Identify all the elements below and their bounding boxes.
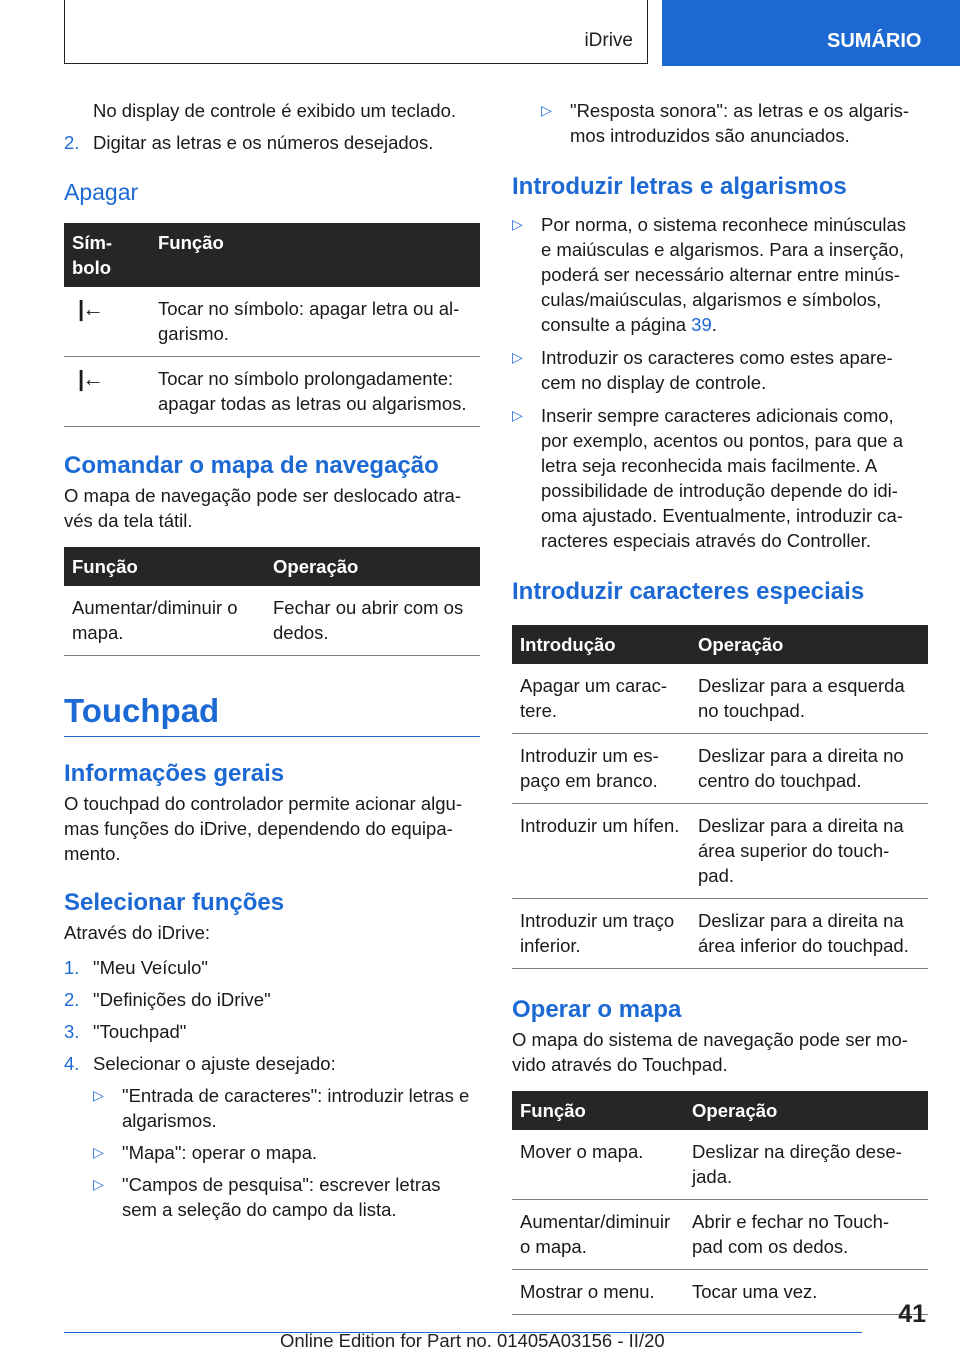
header-box bbox=[64, 0, 648, 64]
col-header-operation: Operação bbox=[265, 547, 480, 586]
triangle-bullet-icon: ▷ bbox=[512, 407, 523, 423]
list-item bbox=[512, 403, 928, 553]
list-item bbox=[93, 1172, 480, 1222]
triangle-bullet-icon: ▷ bbox=[541, 102, 552, 118]
selecionar-heading: Selecionar funções bbox=[64, 889, 285, 916]
triangle-bullet-icon: ▷ bbox=[512, 216, 523, 232]
page-link[interactable]: 39 bbox=[691, 314, 712, 335]
sub-bullets bbox=[64, 1083, 480, 1222]
mapa-heading: Comandar o mapa de navegação bbox=[64, 452, 439, 479]
list-item bbox=[64, 987, 480, 1012]
table-row bbox=[64, 287, 480, 357]
table-cell: Deslizar para a direita no centro do touchpad. bbox=[690, 734, 928, 804]
step-text: Digitar as letras e os números desejados. bbox=[93, 132, 434, 153]
table-cell: Tocar no símbolo: apagar letra ou al- garismo. bbox=[150, 287, 480, 357]
table-cell: Deslizar para a esquerda no touchpad. bbox=[690, 664, 928, 734]
col-header-function: Função bbox=[64, 547, 265, 586]
footer-edition: Online Edition for Part no. 01405A03156 - II/20 bbox=[280, 1330, 665, 1351]
mapa-text: O mapa de navegação pode ser deslocado atra- vés da tela tátil. bbox=[64, 485, 461, 531]
table-row bbox=[512, 1270, 928, 1315]
bullet-text-end: . bbox=[711, 314, 717, 335]
table-cell: Mostrar o menu. bbox=[512, 1270, 684, 1315]
table-cell: Mover o mapa. bbox=[512, 1130, 684, 1200]
triangle-bullet-icon: ▷ bbox=[93, 1087, 104, 1103]
bullet-text: "Campos de pesquisa": escrever letras sem a seleção do campo da lista. bbox=[122, 1174, 441, 1220]
table-cell: Aumentar/diminuir o mapa. bbox=[512, 1200, 684, 1270]
list-item bbox=[93, 1083, 480, 1133]
col-header-symbol: Sím- bolo bbox=[64, 223, 150, 287]
header-section-label: iDrive bbox=[584, 30, 633, 51]
letras-heading: Introduzir letras e algarismos bbox=[512, 173, 847, 200]
steps-list bbox=[64, 955, 480, 1222]
list-item bbox=[64, 1019, 480, 1044]
letras-bullets bbox=[512, 212, 928, 553]
table-row bbox=[512, 899, 928, 969]
list-item bbox=[512, 212, 928, 337]
col-header-input: Introdução bbox=[512, 625, 690, 664]
step-number: 2. bbox=[64, 989, 80, 1010]
bullet-text: "Entrada de caracteres": introduzir letras e algarismos. bbox=[122, 1085, 470, 1131]
table-row bbox=[512, 664, 928, 734]
table-cell: Introduzir um es- paço em branco. bbox=[512, 734, 690, 804]
step-2 bbox=[64, 130, 480, 155]
step-text: Selecionar o ajuste desejado: bbox=[93, 1053, 336, 1074]
col-header-function: Função bbox=[150, 223, 480, 287]
apagar-table bbox=[64, 223, 480, 427]
bullet-text: "Mapa": operar o mapa. bbox=[122, 1142, 318, 1163]
table-row bbox=[512, 1130, 928, 1200]
step-text: "Definições do iDrive" bbox=[93, 989, 271, 1010]
step-number: 3. bbox=[64, 1021, 80, 1042]
col-header-operation: Operação bbox=[684, 1091, 928, 1130]
table-cell: Introduzir um traço inferior. bbox=[512, 899, 690, 969]
left-column bbox=[64, 98, 480, 1222]
especiais-table bbox=[512, 625, 928, 969]
table-cell: Fechar ou abrir com os dedos. bbox=[265, 586, 480, 656]
operar-text: O mapa do sistema de navegação pode ser mo- vido através do Touchpad. bbox=[512, 1029, 908, 1075]
col-header-function: Função bbox=[512, 1091, 684, 1130]
triangle-bullet-icon: ▷ bbox=[93, 1176, 104, 1192]
table-row bbox=[64, 357, 480, 427]
bullet-text: "Resposta sonora": as letras e os algaris- mos introduzidos são anunciados. bbox=[570, 100, 910, 146]
backspace-icon: |← bbox=[64, 287, 150, 357]
step-number: 4. bbox=[64, 1053, 80, 1074]
triangle-bullet-icon: ▷ bbox=[93, 1144, 104, 1160]
table-cell: Abrir e fechar no Touch- pad com os dedos. bbox=[684, 1200, 928, 1270]
step-text: "Touchpad" bbox=[93, 1021, 187, 1042]
table-cell: Introduzir um hífen. bbox=[512, 804, 690, 899]
col-header-operation: Operação bbox=[690, 625, 928, 664]
backspace-icon: |← bbox=[64, 357, 150, 427]
table-row bbox=[64, 586, 480, 656]
step-text: "Meu Veículo" bbox=[93, 957, 208, 978]
list-item bbox=[512, 98, 928, 148]
operar-table bbox=[512, 1091, 928, 1315]
list-item bbox=[512, 345, 928, 395]
list-item bbox=[64, 1051, 480, 1076]
table-cell: Deslizar na direção dese- jada. bbox=[684, 1130, 928, 1200]
table-cell: Tocar no símbolo prolongadamente: apagar todas as letras ou algarismos. bbox=[150, 357, 480, 427]
step-number: 1. bbox=[64, 957, 80, 978]
table-cell: Apagar um carac- tere. bbox=[512, 664, 690, 734]
table-row bbox=[512, 734, 928, 804]
table-cell: Tocar uma vez. bbox=[684, 1270, 928, 1315]
table-row bbox=[512, 804, 928, 899]
bullet-text: Introduzir os caracteres como estes apare- cem no display de controle. bbox=[541, 347, 893, 393]
intro-text: No display de controle é exibido um teclado. bbox=[93, 100, 457, 121]
list-item bbox=[93, 1140, 480, 1165]
summary-tab[interactable]: SUMÁRIO bbox=[662, 0, 960, 66]
especiais-heading: Introduzir caracteres especiais bbox=[512, 578, 865, 605]
apagar-heading: Apagar bbox=[64, 179, 139, 205]
bullet-text-part: Por norma, o sistema reconhece minúsculas e maiúsculas e algarismos. Para a inserção, poderá ser necessário alternar entre minús- culas/maiúsculas, algarismos e símbolos, consulte a página bbox=[541, 214, 907, 335]
operar-heading: Operar o mapa bbox=[512, 996, 682, 1023]
step-number: 2. bbox=[64, 132, 80, 153]
touchpad-title: Touchpad bbox=[64, 690, 480, 737]
mapa-table bbox=[64, 547, 480, 656]
bullet-text: Inserir sempre caracteres adicionais como, por exemplo, acentos ou pontos, para que a letra seja reconhecida mais facilmente. A possibilidade de introdução depende do idi- oma ajustado. Eventualmente, introduzir ca- racteres especiais através do Controller. bbox=[541, 405, 904, 551]
table-cell: Aumentar/diminuir o mapa. bbox=[64, 586, 265, 656]
list-item bbox=[64, 955, 480, 980]
info-text: O touchpad do controlador permite acionar algu- mas funções do iDrive, dependendo do equipa- mento. bbox=[64, 793, 462, 864]
table-cell: Deslizar para a direita na área inferior do touchpad. bbox=[690, 899, 928, 969]
right-column bbox=[512, 98, 928, 1315]
triangle-bullet-icon: ▷ bbox=[512, 349, 523, 365]
table-row bbox=[512, 1200, 928, 1270]
bullet-text bbox=[541, 212, 906, 337]
page-number: 41 bbox=[898, 1300, 926, 1328]
table-cell: Deslizar para a direita na área superior do touch- pad. bbox=[690, 804, 928, 899]
selecionar-text: Através do iDrive: bbox=[64, 922, 210, 943]
info-heading: Informações gerais bbox=[64, 760, 285, 787]
